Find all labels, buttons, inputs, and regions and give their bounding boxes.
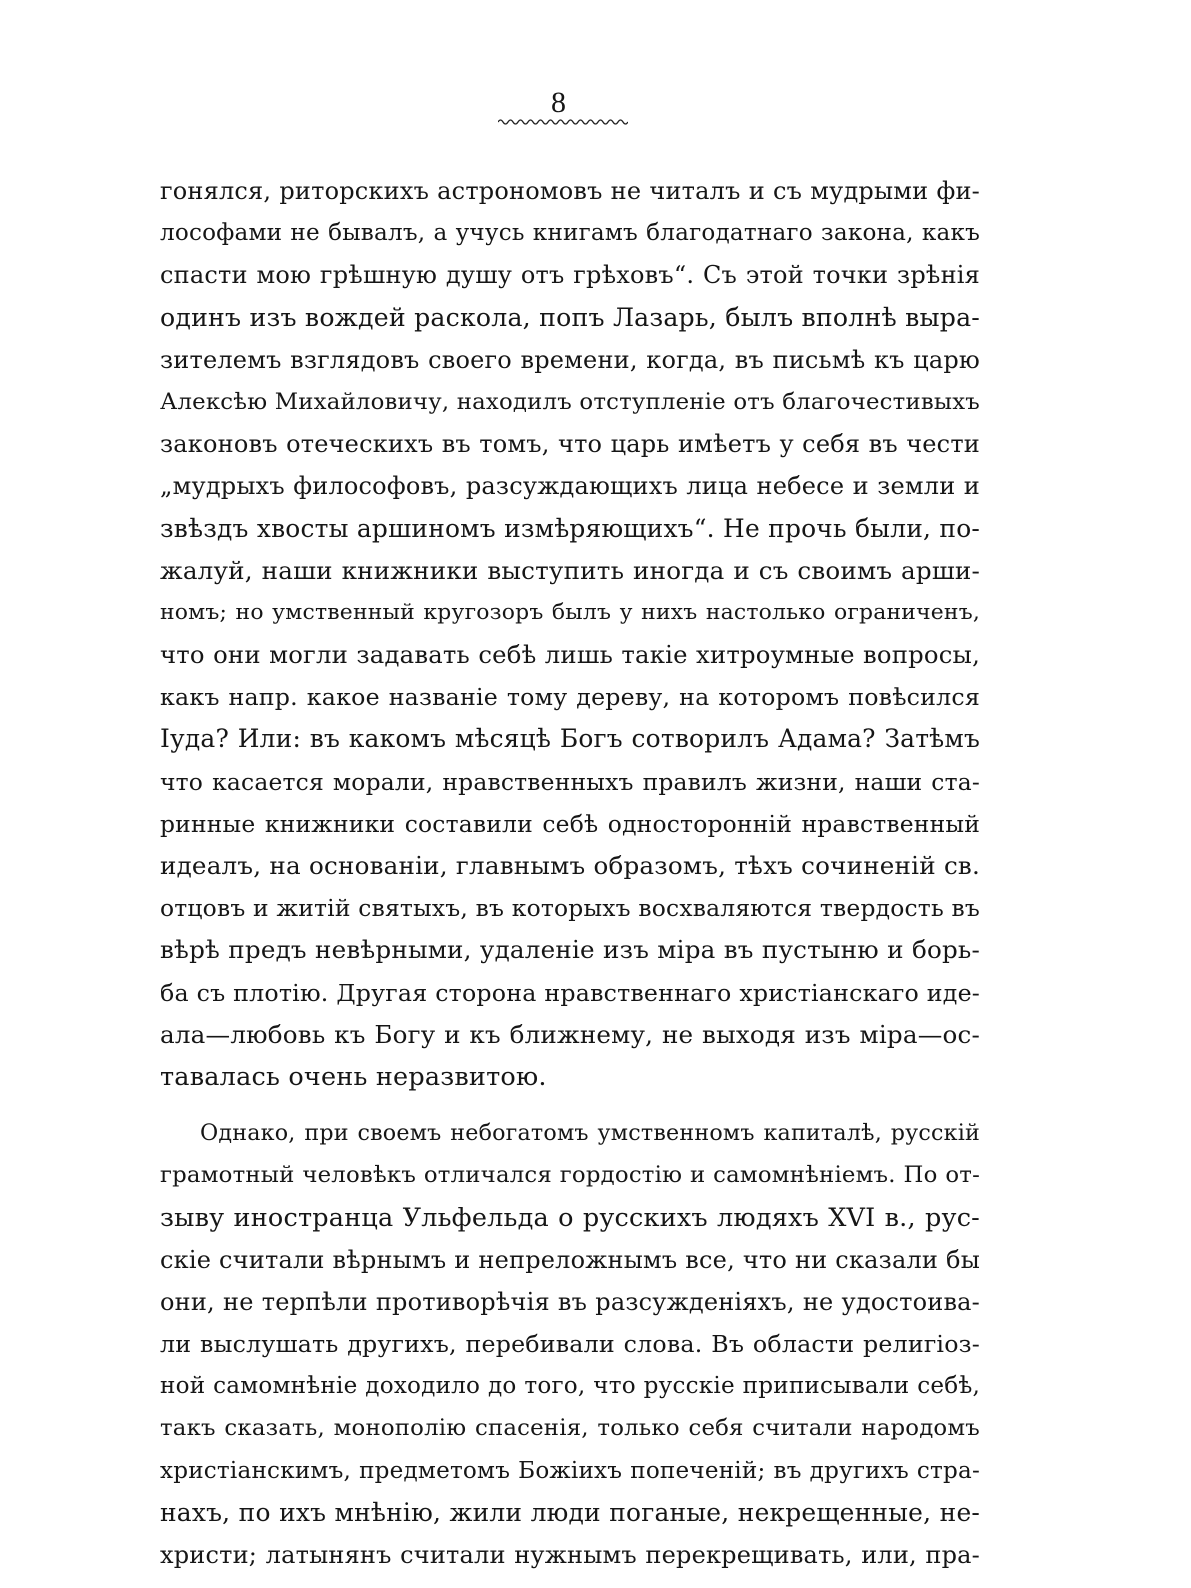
text-line: идеалъ, на основаніи, главнымъ образомъ, тѣхъ сочиненій св. xyxy=(160,851,980,880)
text-line: Однако, при своемъ небогатомъ умственномъ капиталѣ, русскій xyxy=(200,1120,980,1147)
text-line: что касается морали, нравственныхъ правилъ жизни, наши ста- xyxy=(160,767,980,796)
text-line: гонялся, риторскихъ астрономовъ не читалъ и съ мудрыми фи- xyxy=(160,177,980,205)
text-line: христи; латынянъ считали нужнымъ перекрещивать, или, пра- xyxy=(160,1541,980,1569)
text-line: ли выслушать другихъ, перебивали слова. Въ области религіоз- xyxy=(160,1330,980,1359)
page-number: 8 xyxy=(551,86,566,119)
text-line: лософами не бывалъ, а учусь книгамъ благодатнаго закона, какъ xyxy=(160,220,980,247)
text-line: грамотный человѣкъ отличался гордостію и самомнѣніемъ. По от- xyxy=(160,1162,980,1189)
text-line: вѣрѣ предъ невѣрными, удаленіе изъ міра въ пустыню и борь- xyxy=(160,935,980,965)
text-line: жалуй, наши книжники выступить иногда и съ своимъ арши- xyxy=(160,555,980,585)
text-line: законовъ отеческихъ въ томъ, что царь имѣетъ у себя въ чести xyxy=(160,430,980,459)
text-line: номъ; но умственный кругозоръ былъ у нихъ настолько ограниченъ, xyxy=(160,599,980,625)
body-text xyxy=(160,170,980,1576)
text-line: христіанскимъ, предметомъ Божіихъ попеченій; въ другихъ стра- xyxy=(160,1457,980,1484)
text-line: ринные книжники составили себѣ односторонній нравственный xyxy=(160,809,980,838)
text-line: Алексѣю Михайловичу, находилъ отступленіе отъ благочестивыхъ xyxy=(160,388,980,415)
text-line: зителемъ взглядовъ своего времени, когда, въ письмѣ къ царю xyxy=(160,345,980,374)
paragraph xyxy=(160,1112,980,1576)
text-line: ной самомнѣніе доходило до того, что русскіе приписывали себѣ, xyxy=(160,1373,980,1400)
wavy-rule-ornament xyxy=(498,118,628,126)
text-line: спасти мою грѣшную душу отъ грѣховъ“. Съ этой точки зрѣнія xyxy=(160,261,980,290)
text-line: они, не терпѣли противорѣчія въ разсужденіяхъ, не удостоива- xyxy=(160,1287,980,1316)
text-line: одинъ изъ вождей раскола, попъ Лазарь, былъ вполнѣ выра- xyxy=(160,302,980,332)
text-line: тавалась очень неразвитою. xyxy=(160,1061,547,1092)
text-line: что они могли задавать себѣ лишь такіе хитроумные вопросы, xyxy=(160,640,980,670)
text-line: скіе считали вѣрнымъ и непреложнымъ все, что ни сказали бы xyxy=(160,1245,980,1274)
paragraph xyxy=(160,170,980,1098)
text-line: нахъ, по ихъ мнѣнію, жили люди поганые, некрещенные, не- xyxy=(160,1497,980,1527)
text-line: ала—любовь къ Богу и къ ближнему, не выходя изъ міра—ос- xyxy=(160,1019,980,1049)
text-line: отцовъ и житій святыхъ, въ которыхъ восхваляются твердость въ xyxy=(160,894,980,923)
text-line: „мудрыхъ философовъ, разсуждающихъ лица небесе и земли и xyxy=(160,472,980,501)
text-line: ба съ плотію. Другая сторона нравственнаго христіанскаго иде- xyxy=(160,978,980,1007)
text-line: зыву иностранца Ульфельда о русскихъ людяхъ XVI в., рус- xyxy=(160,1202,980,1233)
text-line: какъ напр. какое названіе тому дереву, на которомъ повѣсился xyxy=(160,683,980,712)
text-line: такъ сказать, монополію спасенія, только себя считали народомъ xyxy=(160,1415,980,1442)
text-line: звѣздъ хвосты аршиномъ измѣряющихъ“. Не прочь были, по- xyxy=(160,513,980,543)
text-line: Іуда? Или: въ какомъ мѣсяцѣ Богъ сотворилъ Адама? Затѣмъ xyxy=(160,724,980,754)
